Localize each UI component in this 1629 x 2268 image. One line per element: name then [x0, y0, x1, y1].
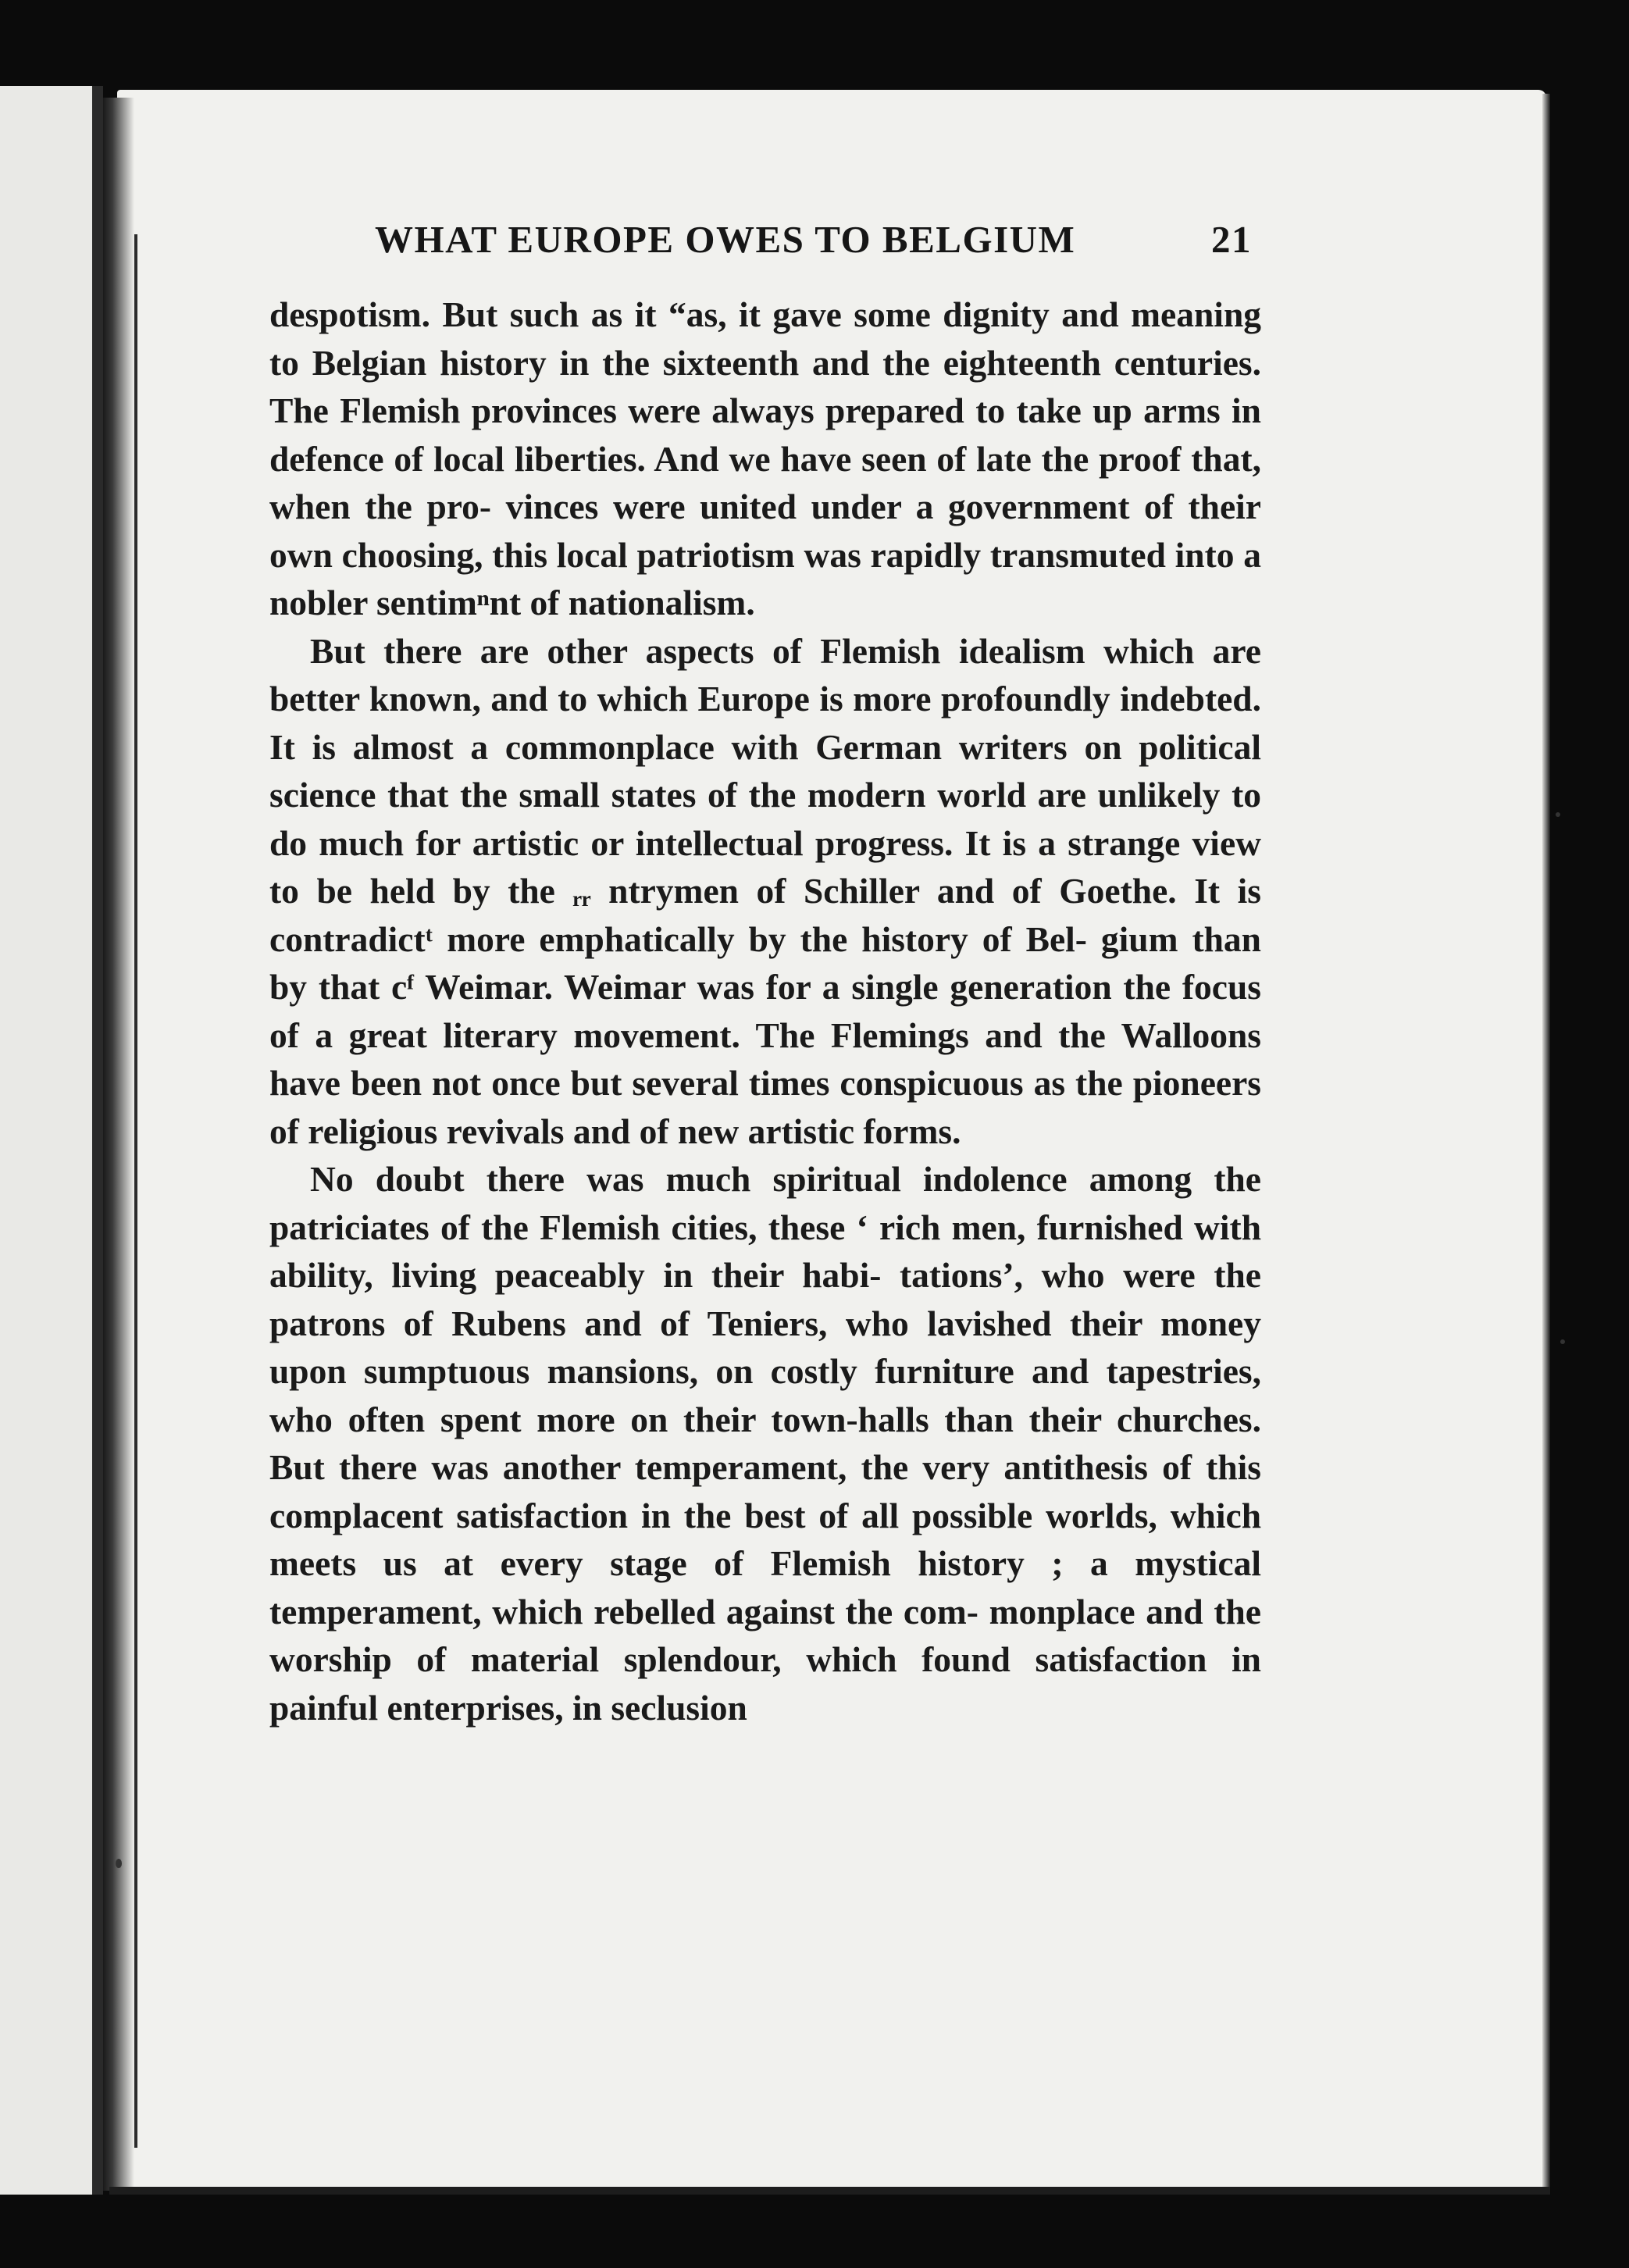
- page-right-edge: [1542, 94, 1550, 2195]
- scan-speck: [1556, 812, 1560, 817]
- binding-rule: [134, 234, 137, 2148]
- paragraph-1: despotism. But such as it “as, it gave some dignity and meaning to Belgian history in the sixteenth and the eighteenth centuries. The Flemish provinces were always prepared to take up arms in defence of local liberties. And we have seen of late the proof that, when the pro- vinces were united under a government of their own choosing, this local patriotism was rapidly transmuted into a nobler sentimⁿnt of nationalism.: [269, 294, 1261, 622]
- gutter-shadow: [92, 86, 103, 2195]
- paragraph-2: But there are other aspects of Flemish idealism which are better known, and to which Europe is more profoundly indebted. It is almost a commonplace with German writers on political science that the small states of the modern world are unlikely to do much for artistic or intellectual progress. It is a strange view to be held by the ᵣᵣ ntrymen of Schiller and of Goethe. It is contradictᵗ more emphatically by the history of Bel- gium than by that cᶠ Weimar. Weimar was for a single generation the focus of a great literary movement. The Flemings and the Walloons have been not once but several times conspicuous as the pioneers of religious revivals and of new artistic forms.: [269, 630, 1261, 1151]
- page-number: 21: [1211, 218, 1252, 261]
- body-text: [269, 291, 1261, 1731]
- facing-page-edge: [0, 86, 103, 2195]
- paragraph-3: No doubt there was much spiritual indolence among the patriciates of the Flemish cities, these ‘ rich men, furnished with ability, living peaceably in their habi- tations’, who were the patrons of Rubens and of Teniers, who lavished their money upon sumptuous mansions, on costly furniture and tapestries, who often spent more on their town-halls than their churches. But there was another temperament, the very antithesis of this complacent satisfaction in the best of all possible worlds, which meets us at every stage of Flemish history ; a mystical temperament, which rebelled against the com- monplace and the worship of material splendour, which found satisfaction in painful enterprises, in seclusion: [269, 1159, 1261, 1728]
- scan-speck: [116, 1859, 122, 1868]
- page-bottom-edge: [109, 2187, 1550, 2195]
- binding-edge: [103, 98, 134, 2191]
- running-head: [269, 217, 1261, 272]
- scan-speck: [1560, 1339, 1565, 1344]
- running-title: WHAT EUROPE OWES TO BELGIUM: [375, 218, 1076, 261]
